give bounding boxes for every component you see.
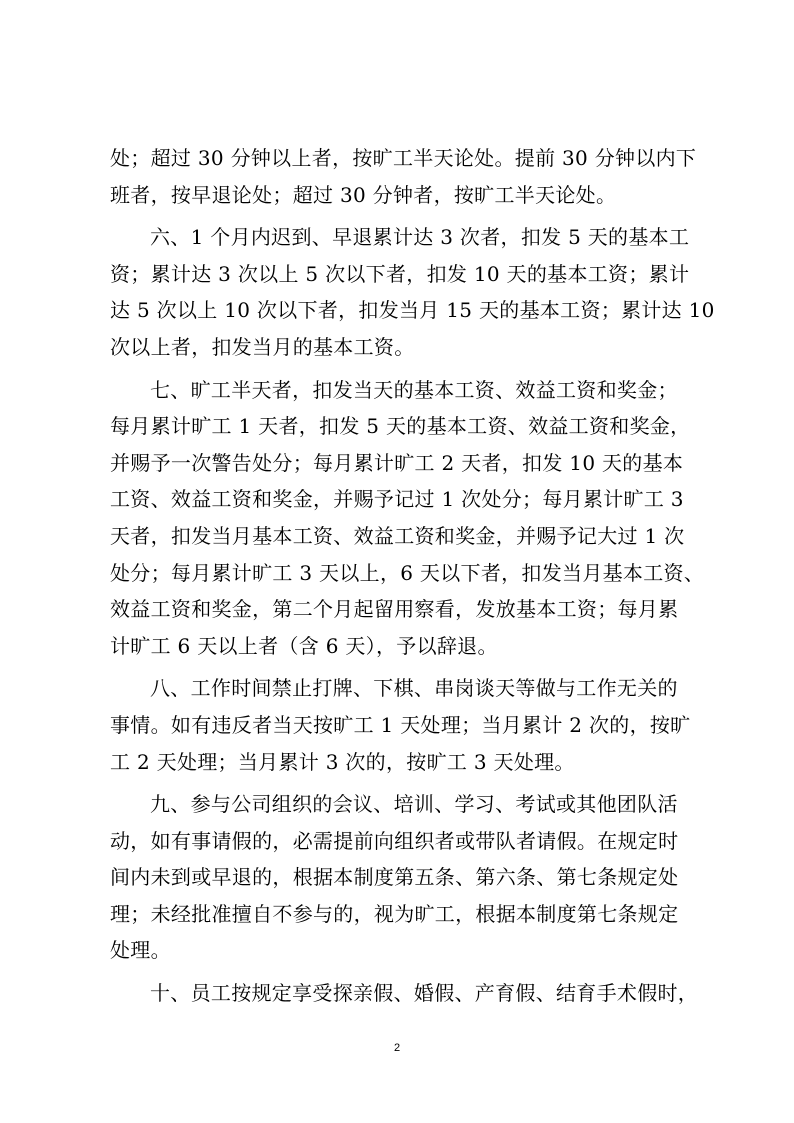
text-line: 资；累计达 3 次以上 5 次以下者，扣发 10 天的基本工资；累计 — [110, 261, 690, 286]
text-line: 效益工资和奖金，第二个月起留用察看，发放基本工资；每月累 — [110, 597, 679, 622]
text-line: 班者，按早退论处；超过 30 分钟者，按旷工半天论处。 — [110, 182, 617, 207]
text-line: 处；超过 30 分钟以上者，按旷工半天论处。提前 30 分钟以内下 — [110, 146, 697, 170]
page-number: 2 — [393, 1042, 401, 1054]
text-line: 处分；每月累计旷工 3 天以上，6 天以下者，扣发当月基本工资、 — [110, 560, 705, 585]
text-line: 并赐予一次警告处分；每月累计旷工 2 天者，扣发 10 天的基本 — [110, 450, 684, 475]
paragraph-9-start: 九、参与公司组织的会议、培训、学习、考试或其他团队活 — [150, 792, 678, 817]
paragraph-7-start: 七、旷工半天者，扣发当天的基本工资、效益工资和奖金； — [150, 377, 678, 402]
text-line: 工资、效益工资和奖金，并赐予记过 1 次处分；每月累计旷工 3 — [110, 487, 684, 512]
text-line: 动，如有事请假的，必需提前向组织者或带队者请假。在规定时 — [110, 828, 679, 853]
text-line: 工 2 天处理；当月累计 3 次的，按旷工 3 天处理。 — [110, 749, 575, 774]
text-line: 次以上者，扣发当月的基本工资。 — [110, 334, 415, 359]
text-line: 事情。如有违反者当天按旷工 1 天处理；当月累计 2 次的，按旷 — [110, 712, 691, 737]
text-line: 计旷工 6 天以上者（含 6 天），予以辞退。 — [110, 633, 498, 658]
paragraph-8-start: 八、工作时间禁止打牌、下棋、串岗谈天等做与工作无关的 — [150, 676, 678, 701]
text-line: 处理。 — [110, 938, 171, 963]
paragraph-6-start: 六、1 个月内迟到、早退累计达 3 次者，扣发 5 天的基本工 — [150, 225, 690, 250]
paragraph-10-start: 十、员工按规定享受探亲假、婚假、产育假、结育手术假时， — [150, 981, 699, 1006]
text-line: 达 5 次以上 10 次以下者，扣发当月 15 天的基本工资；累计达 10 — [110, 298, 715, 323]
text-line: 每月累计旷工 1 天者，扣发 5 天的基本工资、效益工资和奖金， — [110, 414, 691, 439]
text-line: 间内未到或早退的，根据本制度第五条、第六条、第七条规定处 — [110, 865, 679, 890]
text-line: 天者，扣发当月基本工资、效益工资和奖金，并赐予记大过 1 次 — [110, 523, 685, 548]
body-text — [110, 140, 715, 1012]
text-line: 理；未经批准擅自不参与的，视为旷工，根据本制度第七条规定 — [110, 901, 679, 926]
